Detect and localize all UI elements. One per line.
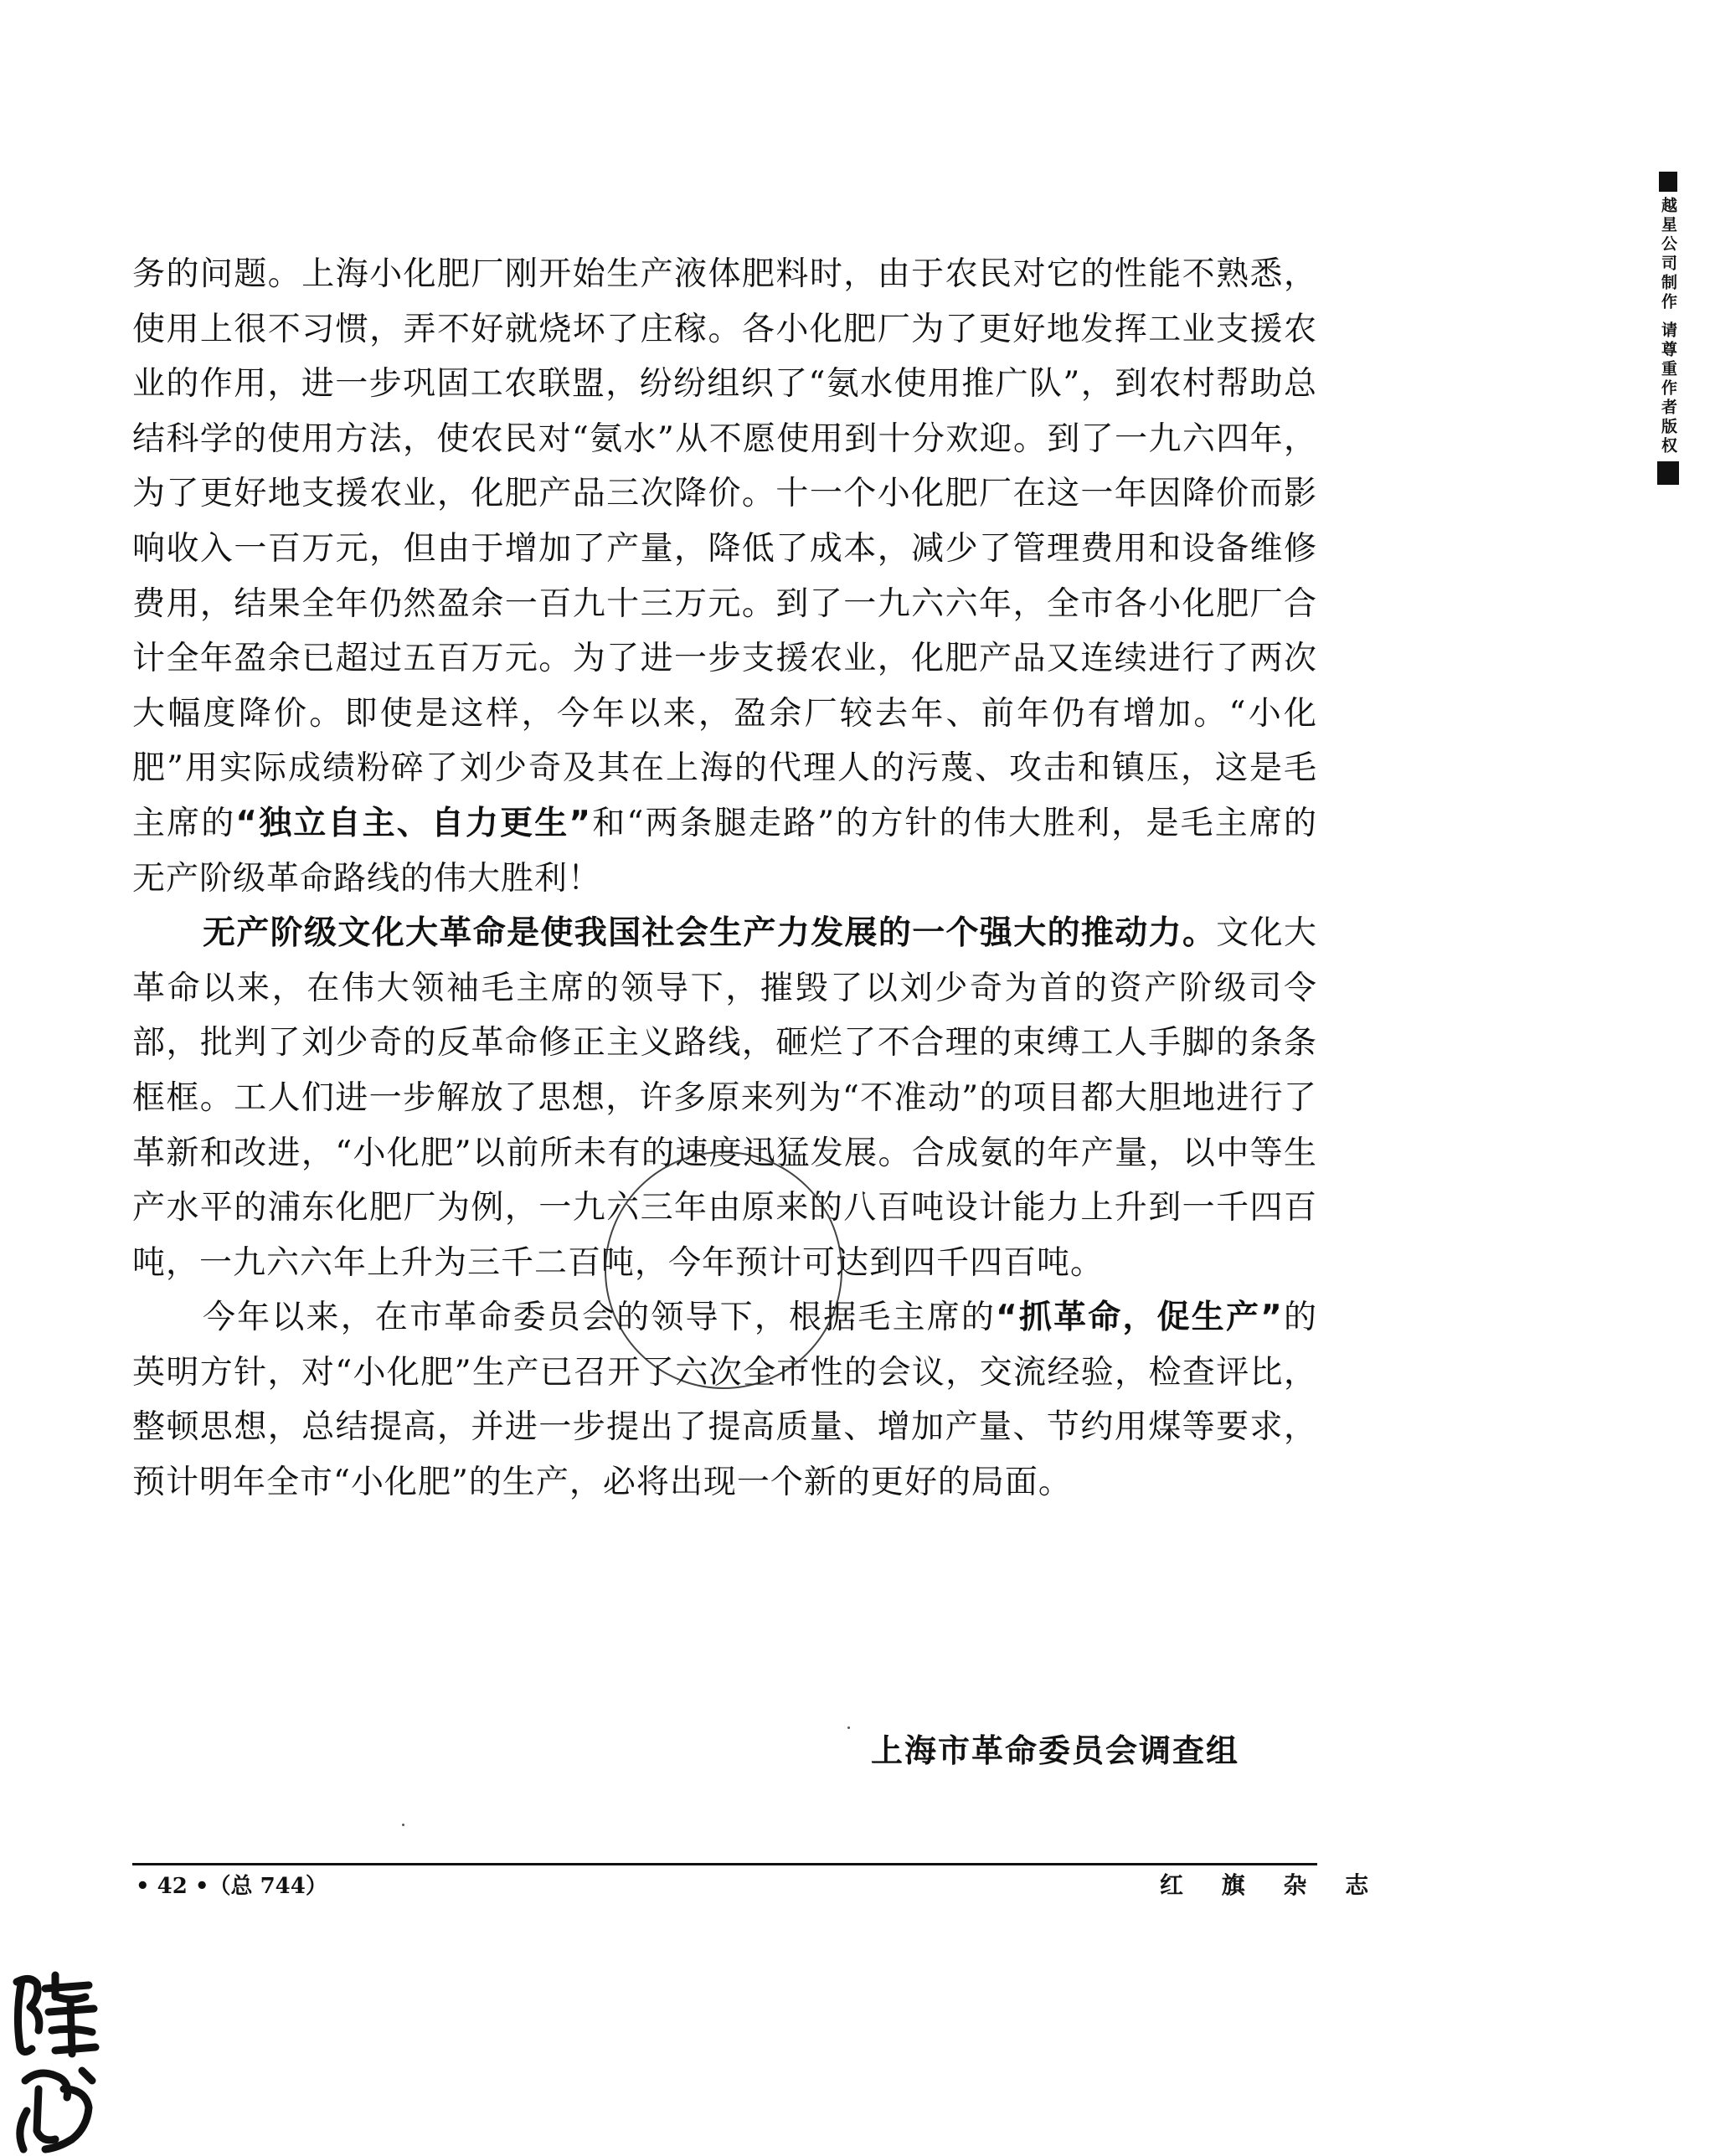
p1-run-1: 务的问题。上海小化肥厂刚开始生产液体肥料时，由于农民对它的性能不熟悉，使用上很不习惯，弄不好就烧坏了庄稼。各小化肥厂为了更好地发挥工业支援农业的作用，进一步巩固工农联盟，纷纷组织了“氨水使用推广队”，到农村帮助总结科学的使用方法，使农民对“氨水”从不愿使用到十分欢迎。到了一九六四年，为了更好地支援农业，化肥产品三次降价。十一个小化肥厂在这一年因降价而影响收入一百万元，但由于增加了产量，降低了成本，减少了管理费用和设备维修费用，结果全年仍然盈余一百九十三万元。到了一九六六年，全市各小化肥厂合计全年盈余已超过五百万元。为了进一步支援农业，化肥产品又连续进行了两次大幅度降价。即使是这样，今年以来，盈余厂较去年、前年仍有增加。“小化肥”用实际成绩粉碎了刘少奇及其在上海的代理人的污蔑、攻击和镇压，这是毛主席的 <box>132 255 1317 842</box>
p2-run-1-bold: 无产阶级文化大革命是使我国社会生产力发展的一个强大的推动力。 <box>203 914 1217 953</box>
side-bar-bottom <box>1657 461 1679 485</box>
side-note-text: 越星公司制作 请尊重作者版权 <box>1659 197 1677 456</box>
paragraph-3 <box>132 1290 1317 1510</box>
p3-run-1: 今年以来，在市革命委员会的领导下，根据毛主席的 <box>203 1299 997 1337</box>
paragraph-1 <box>132 247 1317 906</box>
p1-run-3: 和“两条腿走路”的方针的伟大胜利，是毛主席的无产阶级革命路线的伟大胜利！ <box>132 804 1317 898</box>
scan-speck <box>402 1824 404 1826</box>
paragraph-2 <box>132 906 1317 1290</box>
p1-run-2-bold: “独立自主、自力更生” <box>235 804 592 842</box>
p3-run-3: 的英明方针，对“小化肥”生产已召开了六次全市性的会议，交流经验，检查评比，整顿思想，总结提高，并进一步提出了提高质量、增加产量、节约用煤等要求，预计明年全市“小化肥”的生产，必将出现一个新的更好的局面。 <box>132 1299 1317 1502</box>
side-copyright-note <box>1651 172 1685 485</box>
side-bar-top <box>1659 172 1677 192</box>
scan-speck <box>847 1726 850 1729</box>
author-signature: 上海市革命委员会调查组 <box>871 1732 1240 1769</box>
seal-logo <box>5 1963 114 2156</box>
page-number: • 42 •（总 744） <box>136 1874 327 1899</box>
footer-rule <box>132 1863 1317 1865</box>
p2-run-2: 文化大革命以来，在伟大领袖毛主席的领导下，摧毁了以刘少奇为首的资产阶级司令部，批判了刘少奇的反革命修正主义路线，砸烂了不合理的束缚工人手脚的条条框框。工人们进一步解放了思想，许多原来列为“不准动”的项目都大胆地进行了革新和改进，“小化肥”以前所未有的速度迅猛发展。合成氨的年产量，以中等生产水平的浦东化肥厂为例，一九六三年由原来的八百吨设计能力上升到一千四百吨，一九六六年上升为三千二百吨，今年预计可达到四千四百吨。 <box>132 914 1317 1282</box>
p3-run-2-bold: “抓革命，促生产” <box>996 1299 1283 1337</box>
journal-name: 红 旗 杂 志 <box>1160 1871 1384 1899</box>
article-body <box>132 247 1317 1510</box>
